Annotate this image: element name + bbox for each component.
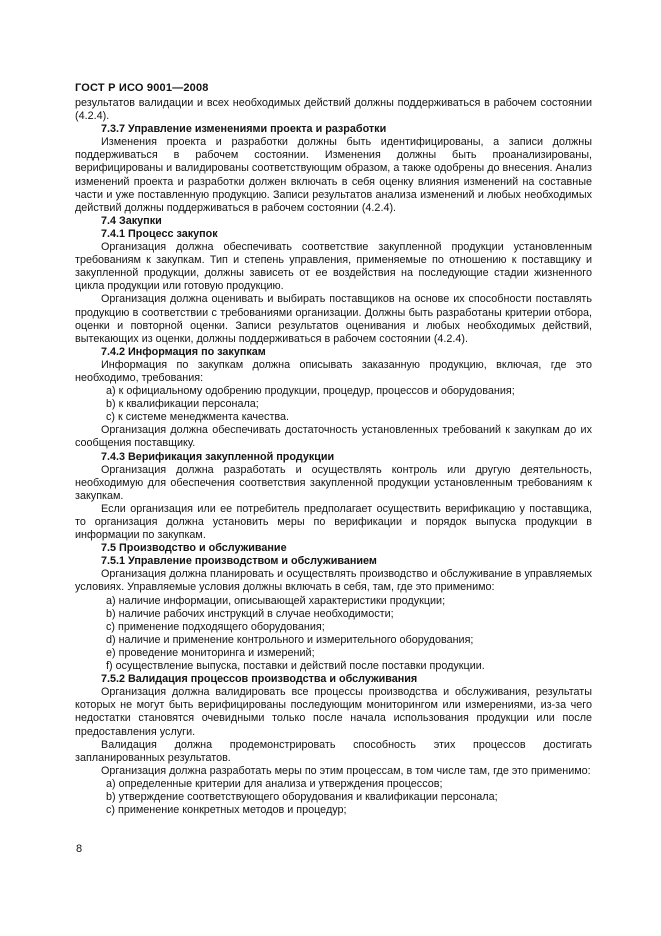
section-heading: 7.4.3 Верификация закупленной продукции <box>101 450 335 463</box>
section-heading: 7.4.2 Информация по закупкам <box>101 345 266 358</box>
section-heading: 7.4.1 Процесс закупок <box>101 227 218 240</box>
section-heading: 7.4 Закупки <box>101 214 162 227</box>
section-heading: 7.3.7 Управление изменениями проекта и разработки <box>101 123 387 136</box>
paragraph: Организация должна планировать и осуществлять производство и обслуживание в управляемых условиях. Управляемые условия должны включать в себя, там, где это применимо: <box>75 568 592 594</box>
list-item: c) к системе менеджмента качества. <box>106 411 290 424</box>
list-item: e) проведение мониторинга и измерений; <box>106 646 315 659</box>
list-item: b) к квалификации персонала; <box>106 398 259 411</box>
running-header: ГОСТ Р ИСО 9001—2008 <box>75 82 209 94</box>
document-body <box>75 97 592 817</box>
list-item: b) наличие рабочих инструкций в случае необходимости; <box>106 607 394 620</box>
paragraph: Организация должна разработать меры по этим процессам, в том числе там, где это применимо: <box>101 764 591 777</box>
paragraph: Организация должна разработать и осуществлять контроль или другую деятельность, необходимую для обеспечения соответствия закупленной продукции установленным требованиям к закупкам. <box>75 463 592 502</box>
continuation-paragraph: результатов валидации и всех необходимых действий должны поддерживаться в рабочем состоянии (4.2.4). <box>75 97 592 123</box>
paragraph: Организация должна обеспечивать достаточность установленных требований к закупкам до их сообщения поставщику. <box>75 424 592 450</box>
page-number: 8 <box>76 843 83 855</box>
list-item: b) утверждение соответствующего оборудования и квалификации персонала; <box>106 790 498 803</box>
paragraph: Организация должна обеспечивать соответствие закупленной продукции установленным требованиям к закупкам. Тип и степень управления, применяемые по отношению к поставщику и закупленной продукции, должны зависеть от ее воздействия на последующие стадии жизненного цикла продукции или готовую продукцию. <box>75 241 592 293</box>
paragraph: Информация по закупкам должна описывать заказанную продукцию, включая, где это необходимо, требования: <box>75 358 592 384</box>
paragraph: Валидация должна продемонстрировать способность этих процессов достигать запланированных результатов. <box>75 738 592 764</box>
paragraph: Организация должна валидировать все процессы производства и обслуживания, результаты которых не могут быть верифицированы последующим мониторингом или измерениями, из-за чего недостатки становятся очевидными только после начала использования продукции или после предоставления услуги. <box>75 686 592 738</box>
section-heading: 7.5.2 Валидация процессов производства и обслуживания <box>101 673 418 686</box>
list-item: c) применение конкретных методов и процедур; <box>106 804 347 817</box>
list-item: f) осуществление выпуска, поставки и действий после поставки продукции. <box>106 660 485 673</box>
paragraph: Если организация или ее потребитель предполагает осуществить верификацию у поставщика, то организация должна установить меры по верификации и порядок выпуска продукции в информации по закупкам. <box>75 502 592 542</box>
list-item: c) применение подходящего оборудования; <box>106 620 325 633</box>
list-item: d) наличие и применение контрольного и измерительного оборудования; <box>106 633 474 646</box>
section-heading: 7.5.1 Управление производством и обслуживанием <box>101 555 377 568</box>
section-heading: 7.5 Производство и обслуживание <box>101 542 287 555</box>
paragraph: Организация должна оценивать и выбирать поставщиков на основе их способности поставлять продукцию в соответствии с требованиями организации. Должны быть разработаны критерии отбора, оценки и повторной оценки. Записи результатов оценивания и любых необходимых действий, вытекающих из оценки, должны поддерживаться в рабочем состоянии (4.2.4). <box>75 293 592 345</box>
paragraph: Изменения проекта и разработки должны быть идентифицированы, а записи должны поддерживаться в рабочем состоянии. Изменения должны быть проанализированы, верифицированы и валидированы соответствующим образом, а также одобрены до внесения. Анализ изменений проекта и разработки должен включать в себя оценку влияния изменений на составные части и уже поставленную продукцию. Записи результатов анализа изменений и любых необходимых действий должны поддерживаться в рабочем состоянии (4.2.4). <box>75 136 592 214</box>
list-item: a) наличие информации, описывающей характеристики продукции; <box>106 594 446 607</box>
list-item: a) к официальному одобрению продукции, процедур, процессов и оборудования; <box>106 385 515 398</box>
list-item: a) определенные критерии для анализа и утверждения процессов; <box>106 777 443 790</box>
